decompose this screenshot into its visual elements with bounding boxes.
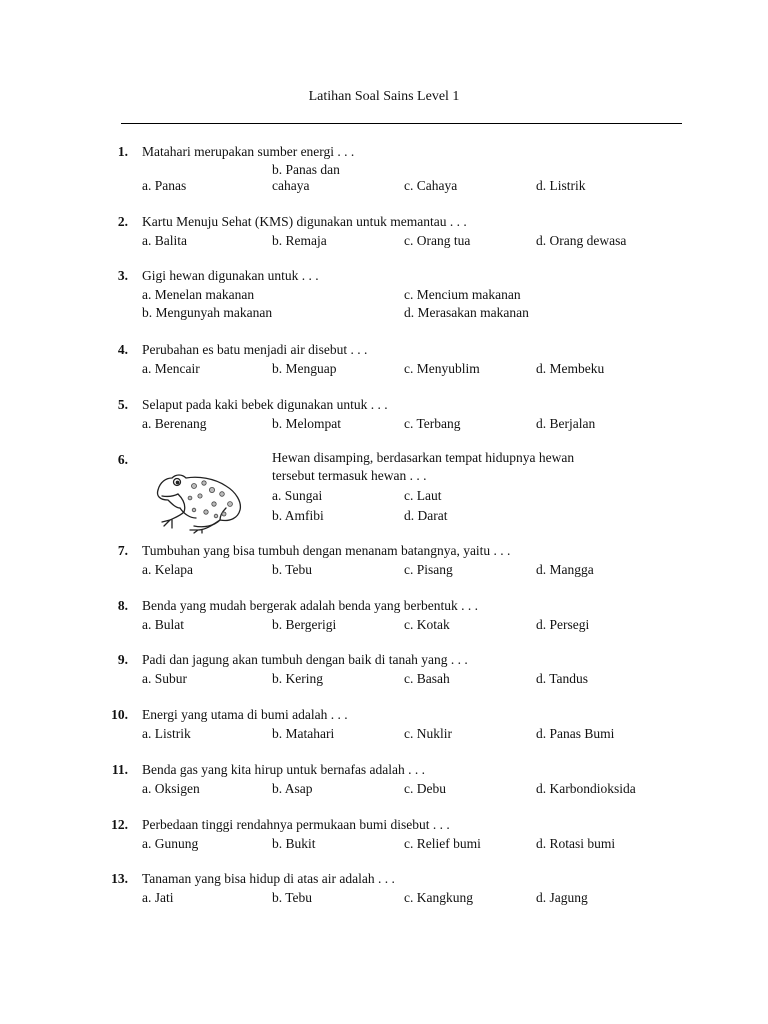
option-b: b. Asap [272,781,313,796]
question-stem: Matahari merupakan sumber energi . . . [142,144,355,159]
question-stem: Energi yang utama di bumi adalah . . . [142,707,348,722]
question-stem: Tumbuhan yang bisa tumbuh dengan menanam batangnya, yaitu . . . [142,543,511,558]
option-a: a. Mencair [142,361,200,376]
option-c: c. Terbang [404,416,461,431]
option-c: c. Mencium makanan [404,287,521,302]
option-b-line2: cahaya [272,178,310,193]
question-number: 2. [117,214,128,229]
option-c: c. Orang tua [404,233,471,248]
question-number: 6. [117,452,128,467]
option-d: d. Merasakan makanan [404,305,529,320]
question-number: 13. [111,871,128,886]
option-c: c. Relief bumi [404,836,481,851]
option-a: a. Menelan makanan [142,287,255,302]
page-title: Latihan Soal Sains Level 1 [308,89,460,104]
question-number: 1. [117,144,128,159]
option-d: d. Membeku [536,361,605,376]
option-d: d. Tandus [536,671,589,686]
option-a: a. Balita [142,233,187,248]
option-d: d. Berjalan [536,416,596,431]
option-b: b. Matahari [272,726,335,741]
question-number: 11. [111,762,128,777]
option-b: b. Bukit [272,836,316,851]
question-number: 12. [111,817,128,832]
option-d: d. Jagung [536,890,588,905]
option-d: d. Karbondioksida [536,781,636,796]
option-d: d. Persegi [536,617,590,632]
option-b: b. Tebu [272,562,313,577]
option-a: a. Panas [142,178,187,193]
option-b: b. Melompat [272,416,341,431]
option-b: b. Bergerigi [272,617,337,632]
option-a: a. Bulat [142,617,184,632]
option-a: a. Listrik [142,726,191,741]
option-b: b. Remaja [272,233,327,248]
option-a: a. Sungai [272,488,323,503]
title-divider [121,123,682,124]
question-number: 5. [117,397,128,412]
option-b: b. Tebu [272,890,313,905]
option-c: c. Pisang [404,562,453,577]
option-a: a. Gunung [142,836,199,851]
option-b: b. Kering [272,671,323,686]
question-number: 3. [117,268,128,283]
question-stem-line2: tersebut termasuk hewan . . . [272,468,427,483]
option-a: a. Berenang [142,416,207,431]
option-d: d. Orang dewasa [536,233,627,248]
option-d: d. Rotasi bumi [536,836,616,851]
question-stem-line1: Hewan disamping, berdasarkan tempat hidupnya hewan [272,450,575,465]
option-c: c. Basah [404,671,450,686]
option-a: a. Oksigen [142,781,200,796]
question-stem: Tanaman yang bisa hidup di atas air adalah . . . [142,871,395,886]
option-b-line1: b. Panas dan [272,162,340,177]
question-stem: Gigi hewan digunakan untuk . . . [142,268,319,283]
question-stem: Benda gas yang kita hirup untuk bernafas adalah . . . [142,762,426,777]
option-d: d. Darat [404,508,448,523]
option-c: c. Debu [404,781,446,796]
option-d: d. Panas Bumi [536,726,615,741]
option-c: c. Kangkung [404,890,473,905]
question-stem: Perubahan es batu menjadi air disebut . . . [142,342,368,357]
option-c: c. Menyublim [404,361,480,376]
question-number: 9. [117,652,128,667]
option-c: c. Nuklir [404,726,452,741]
question-number: 7. [117,543,128,558]
option-b: b. Mengunyah makanan [142,305,273,320]
option-d: d. Mangga [536,562,594,577]
option-a: a. Kelapa [142,562,193,577]
option-c: c. Laut [404,488,442,503]
option-c: c. Cahaya [404,178,458,193]
question-number: 10. [111,707,128,722]
option-b: b. Menguap [272,361,337,376]
option-d: d. Listrik [536,178,586,193]
question-stem: Kartu Menuju Sehat (KMS) digunakan untuk memantau . . . [142,214,467,229]
question-stem: Padi dan jagung akan tumbuh dengan baik di tanah yang . . . [142,652,468,667]
frog-icon [150,456,250,534]
question-number: 4. [117,342,128,357]
option-a: a. Subur [142,671,187,686]
question-stem: Selaput pada kaki bebek digunakan untuk . . . [142,397,388,412]
question-stem: Benda yang mudah bergerak adalah benda yang berbentuk . . . [142,598,479,613]
question-number: 8. [117,598,128,613]
option-c: c. Kotak [404,617,450,632]
option-b: b. Amfibi [272,508,324,523]
question-stem: Perbedaan tinggi rendahnya permukaan bumi disebut . . . [142,817,450,832]
option-a: a. Jati [142,890,174,905]
